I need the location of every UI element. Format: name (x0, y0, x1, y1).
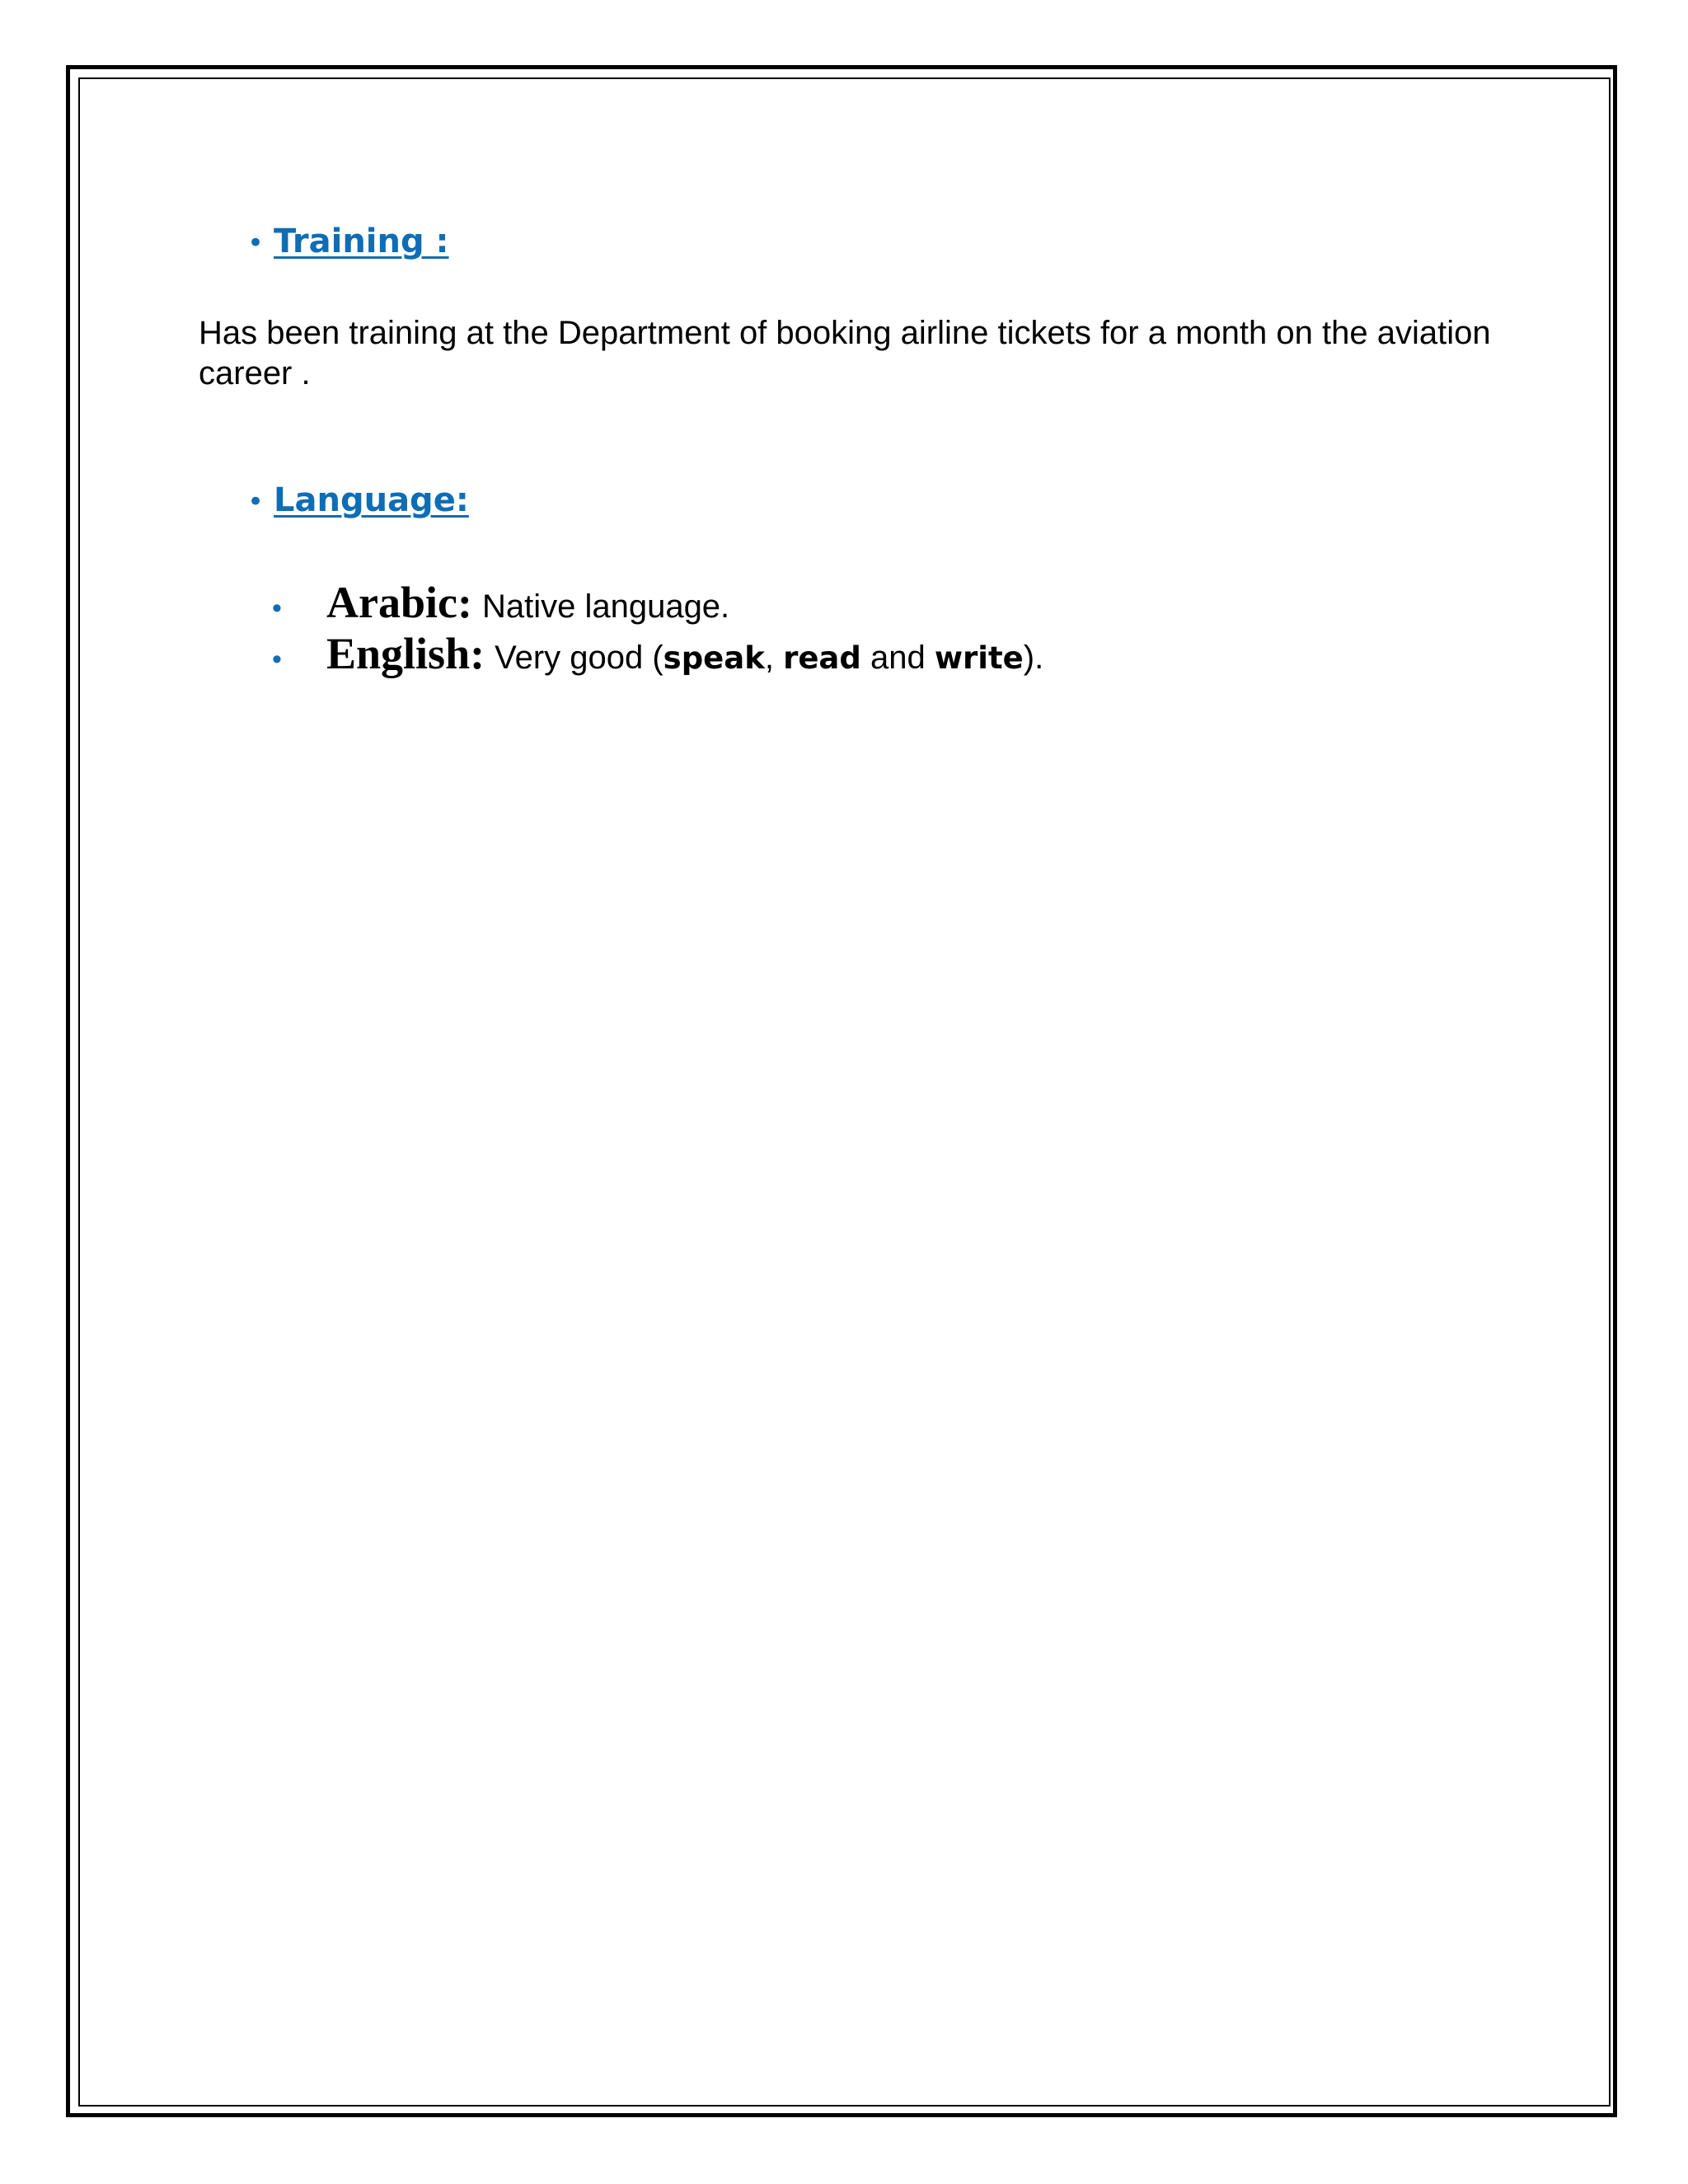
list-item (272, 628, 1043, 679)
language-level: Native language. (481, 588, 730, 625)
training-description: Has been training at the Department of booking airline tickets for a month on the aviation career . (199, 315, 1491, 391)
training-section-heading (247, 223, 449, 260)
bullet-icon: • (247, 227, 265, 260)
separator: , (764, 640, 784, 676)
level-suffix: ). (1023, 640, 1044, 676)
skill-write: write (934, 640, 1024, 676)
language-name: Arabic: (326, 578, 472, 627)
bullet-icon: • (272, 644, 282, 675)
language-level (495, 640, 1043, 677)
bullet-icon: • (247, 485, 265, 518)
level-prefix: Very good ( (495, 640, 663, 676)
list-item (272, 577, 1043, 628)
language-section-heading (247, 481, 469, 519)
language-heading-text: Language: (274, 481, 469, 519)
language-list (272, 577, 1043, 679)
skill-read: read (783, 640, 861, 676)
skill-speak: speak (663, 640, 765, 676)
training-heading-text: Training : (274, 223, 449, 260)
bullet-icon: • (272, 593, 282, 624)
language-name: English: (326, 629, 485, 678)
separator: and (860, 640, 935, 676)
